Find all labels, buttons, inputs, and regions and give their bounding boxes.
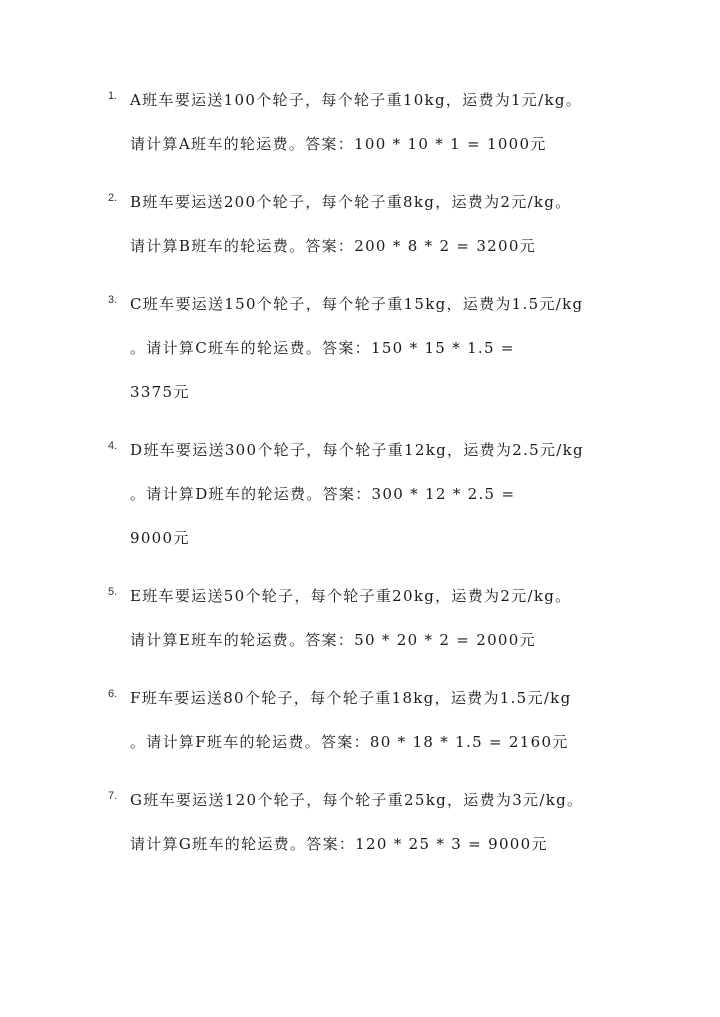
problem-item [0,180,720,268]
problem-number: 6. [108,688,118,700]
problem-line: E班车要运送50个轮子，每个轮子重20kg，运费为2元/kg。 [130,587,572,605]
problem-line: 。请计算C班车的轮运费。答案：150 * 15 * 1.5 = [130,339,515,357]
problem-item [0,78,720,166]
problem-line: D班车要运送300个轮子，每个轮子重12kg，运费为2.5元/kg [130,441,584,459]
problem-line: 。请计算D班车的轮运费。答案：300 * 12 * 2.5 = [130,485,516,503]
problem-number: 1. [108,90,118,102]
problem-item [0,778,720,866]
problem-item [0,428,720,560]
problem-text [130,428,635,560]
problem-text [130,676,635,764]
problem-text [130,778,635,866]
problem-text [130,78,635,166]
problem-line: 请计算B班车的轮运费。答案：200 * 8 * 2 = 3200元 [130,237,536,255]
problem-number: 4. [108,440,118,452]
problem-line: 请计算E班车的轮运费。答案：50 * 20 * 2 = 2000元 [130,631,536,649]
problem-line: 请计算A班车的轮运费。答案：100 * 10 * 1 = 1000元 [130,135,547,153]
problem-item [0,676,720,764]
problem-line: 9000元 [130,529,190,547]
problem-item [0,574,720,662]
problem-number: 3. [108,294,118,306]
problem-line: 请计算G班车的轮运费。答案：120 * 25 * 3 = 9000元 [130,835,548,853]
problem-text [130,574,635,662]
problem-number: 5. [108,586,118,598]
problem-line: A班车要运送100个轮子，每个轮子重10kg，运费为1元/kg。 [130,91,583,109]
problem-line: B班车要运送200个轮子，每个轮子重8kg，运费为2元/kg。 [130,193,572,211]
problem-line: C班车要运送150个轮子，每个轮子重15kg，运费为1.5元/kg [130,295,584,313]
problem-item [0,282,720,414]
problem-line: F班车要运送80个轮子，每个轮子重18kg，运费为1.5元/kg [130,689,572,707]
problem-line: 3375元 [130,383,190,401]
problem-list [0,78,720,866]
problem-line: G班车要运送120个轮子，每个轮子重25kg，运费为3元/kg。 [130,791,584,809]
problem-number: 2. [108,192,118,204]
problem-text [130,282,635,414]
problem-line: 。请计算F班车的轮运费。答案：80 * 18 * 1.5 = 2160元 [130,733,569,751]
problem-number: 7. [108,790,118,802]
problem-text [130,180,635,268]
